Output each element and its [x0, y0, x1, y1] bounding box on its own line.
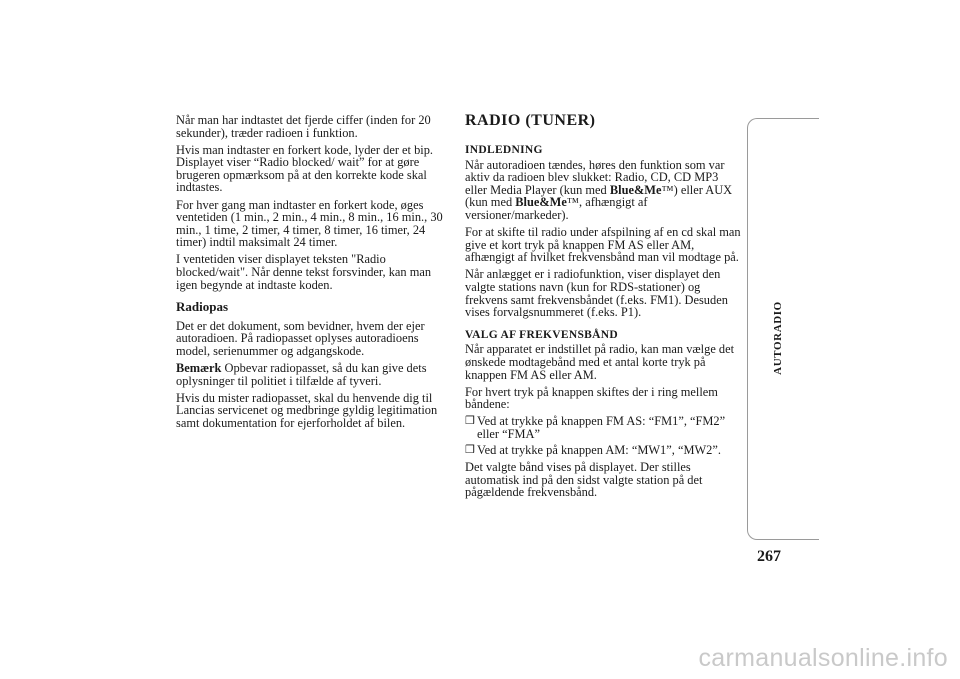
paragraph — [465, 159, 742, 222]
list-item-text: Ved at trykke på knappen FM AS: “FM1”, “FM2” eller “FMA” — [477, 414, 726, 441]
right-column — [465, 112, 742, 503]
paragraph: Når apparatet er indstillet på radio, kan man vælge det ønskede modtagebånd med et antal korte tryk på knappen FM AS eller AM. — [465, 342, 735, 382]
list-item-text: Ved at trykke på knappen AM: “MW1”, “MW2”. — [477, 443, 721, 458]
text-run: ™) eller AUX (kun med — [465, 182, 733, 210]
checkbox-bullet-icon: ❒ — [465, 444, 475, 457]
band-heading: VALG AF FREKVENSBÅND — [465, 328, 618, 341]
paragraph: For hvert tryk på knappen skiftes der i ring mellem båndene: — [465, 384, 718, 412]
brand-text: Blue&Me — [609, 182, 662, 197]
note-label: Bemærk — [176, 361, 222, 376]
list-item — [465, 415, 742, 440]
page-number: 267 — [757, 548, 781, 565]
paragraph: Det er det dokument, som bevidner, hvem der ejer autoradioen. På radiopasset oplyses autoradioens model, serienummer og adgangskode. — [176, 318, 425, 358]
paragraph: I ventetiden viser displayet teksten "Radio blocked/wait". Når denne tekst forsvinder, kan man igen begynde at indtaste koden. — [176, 252, 432, 292]
watermark: carmanualsonline.info — [698, 644, 948, 672]
paragraph: For at skifte til radio under afspilning af en cd skal man give et kort tryk på knappen FM AS eller AM, afhængigt af hvilket frekvensbånd man vil modtage på. — [465, 225, 741, 265]
note-paragraph — [176, 362, 448, 387]
text-run: Når autoradioen tændes, høres den funktion som var aktiv da radioen blev slukket: Radio, CD, CD MP3 eller Media Player (kun med — [465, 157, 725, 197]
brand-text: Blue&Me — [515, 195, 567, 210]
note-text: Opbevar radiopasset, så du kan give dets oplysninger til politiet i tilfælde af tyveri. — [176, 361, 427, 388]
paragraph: Hvis du mister radiopasset, skal du henvende dig til Lancias servicenet og medbringe gyldig legitimation samt dokumentation for ejerforholdet af bilen. — [176, 390, 438, 430]
paragraph: For hver gang man indtaster en forkert kode, øges ventetiden (1 min., 2 min., 4 min., 8 min., 16 min., 30 min., 1 time, 2 timer, 4 timer, 8 timer, 16 timer, 24 timer) indtil maksimalt 24 timer. — [176, 197, 443, 250]
paragraph: Hvis man indtaster en forkert kode, lyder der et bip. Displayet viser “Radio blocked/ wait” for at gøre brugeren opmærksom på at den korrekte kode skal indtastes. — [176, 142, 434, 195]
paragraph: Når anlægget er i radiofunktion, viser displayet den valgte stations navn (kun for RDS-stationer) og frekvens samt frekvensbåndet (f.eks. FM1). Desuden vises forvalgsnummeret (f.eks. P1). — [465, 267, 728, 320]
list-item — [465, 444, 742, 457]
intro-heading: INDLEDNING — [465, 144, 543, 156]
left-column — [176, 114, 448, 434]
side-tab-label: AUTORADIO — [772, 301, 784, 375]
section-title: RADIO (TUNER) — [465, 112, 596, 129]
text-run: ™, afhængigt af versioner/markeder). — [465, 195, 648, 222]
radiopas-heading: Radiopas — [176, 299, 229, 315]
paragraph: Det valgte bånd vises på displayet. Der stilles automatisk ind på den sidst valgte station på det pågældende frekvensbånd. — [465, 460, 703, 500]
paragraph: Når man har indtastet det fjerde ciffer (inden for 20 sekunder), træder radioen i funktion. — [176, 113, 431, 140]
checkbox-bullet-icon: ❒ — [465, 415, 475, 428]
